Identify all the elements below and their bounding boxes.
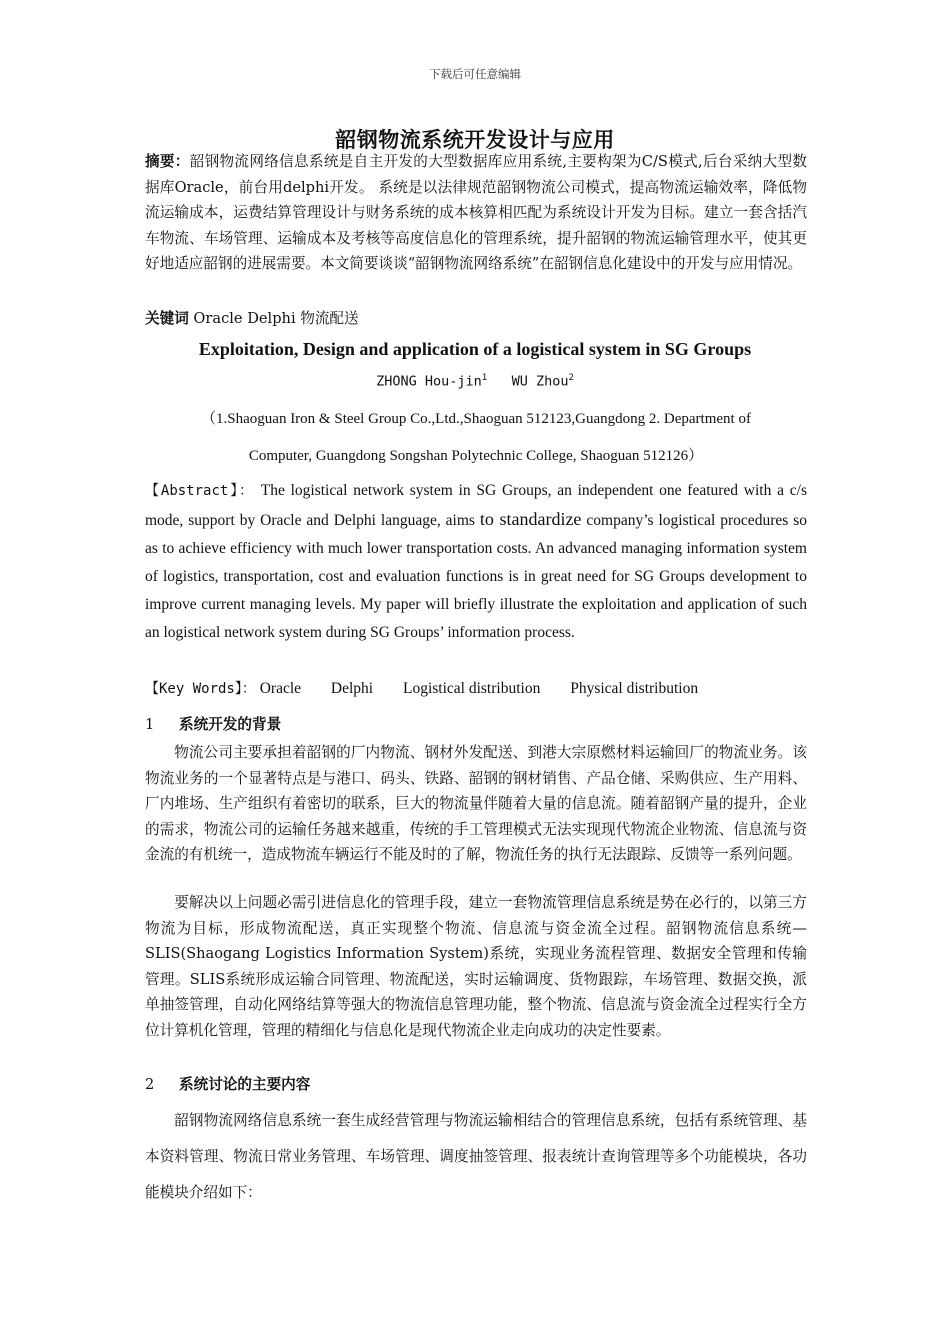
chinese-keywords bbox=[145, 307, 359, 328]
english-keywords-label: 【Key Words】： bbox=[145, 681, 256, 697]
section-title: 系统开发的背景 bbox=[179, 716, 282, 733]
header-note: 下载后可任意编辑 bbox=[429, 67, 521, 81]
chinese-keywords-label: 关键词 bbox=[145, 310, 189, 327]
affiliation-line-2: Computer, Guangdong Songshan Polytechnic College, Shaoguan 512126） bbox=[248, 448, 704, 464]
english-keyword: Oracle bbox=[259, 680, 302, 697]
english-keyword: Logistical distribution bbox=[402, 680, 541, 697]
english-abstract-emphasis: to standardize bbox=[479, 509, 582, 529]
section-heading bbox=[145, 1073, 310, 1094]
author-2-affil-mark: 2 bbox=[568, 373, 574, 383]
english-abstract-label: 【Abstract】： bbox=[145, 483, 255, 499]
section-title: 系统讨论的主要内容 bbox=[179, 1076, 311, 1093]
english-title: Exploitation, Design and application of a logistical system in SG Groups bbox=[198, 339, 752, 359]
chinese-abstract-text: 韶钢物流网络信息系统是自主开发的大型数据库应用系统,主要构架为C/S模式,后台采纳大型数据库Oracle，前台用delphi开发。 系统是以法律规范韶钢物流公司模式，提高物流运输效率，降低物流运输成本，运费结算管理设计与财务系统的成本核算相匹配为系统设计开发为目标。建立一套含括汽车物流、车场管理、运输成本及考核等高度信息化的管理系统，提升韶钢的物流运输管理水平，使其更好地适应韶钢的进展需要。本文简要谈谈“韶钢物流网络系统”在韶钢信息化建设中的开发与应用情况。 bbox=[145, 153, 807, 272]
english-abstract-text-b: company’s logistical procedures so as to achieve efficiency with much lower transportation costs. An advanced managing information system of logistics, transportation, cost and evaluation functions is in great need for SG Groups development to improve current managing levels. My paper will briefly illustrate the exploitation and application of such an logistical network system during SG Groups’ information process. bbox=[145, 512, 807, 641]
affiliation-line-1: （1.Shaoguan Iron & Steel Group Co.,Ltd.,Shaoguan 512123,Guangdong 2. Department of bbox=[201, 411, 751, 427]
body-paragraph: 要解决以上问题必需引进信息化的管理手段，建立一套物流管理信息系统是势在必行的，以第三方物流为目标，形成物流配送，真正实现整个物流、信息流与资金流全过程。韶钢物流信息系统—SLIS(Shaogang Logistics Information System)系统，实现业务流程管理、数据安全管理和传输管理。SLIS系统形成运输合同管理、物流配送，实时运输调度、货物跟踪，车场管理、数据交换，派单抽签管理，自动化网络结算等强大的物流信息管理功能，整个物流、信息流与资金流全过程实行全方位计算机化管理，管理的精细化与信息化是现代物流企业走向成功的决定性要素。 bbox=[145, 894, 807, 1039]
author-1: ZHONG Hou-jin bbox=[376, 373, 482, 390]
english-abstract-text-a: The logistical network system in SG Groups, an independent one featured with a c/s mode, support by Oracle and Delphi language, aims bbox=[145, 482, 807, 529]
body-paragraph: 物流公司主要承担着韶钢的厂内物流、钢材外发配送、到港大宗原燃材料运输回厂的物流业务。该物流业务的一个显著特点是与港口、码头、铁路、韶钢的钢材销售、产品仓储、采购供应、生产用料、厂内堆场、生产组织有着密切的联系，巨大的物流量伴随着大量的信息流。随着韶钢产量的提升，企业的需求，物流公司的运输任务越来越重，传统的手工管理模式无法实现现代物流企业物流、信息流与资金流的有机统一，造成物流车辆运行不能及时的了解，物流任务的执行无法跟踪、反馈等一系列问题。 bbox=[145, 744, 807, 863]
english-keyword: Physical distribution bbox=[570, 680, 699, 697]
chinese-keywords-text: Oracle Delphi 物流配送 bbox=[188, 310, 359, 327]
body-paragraph: 韶钢物流网络信息系统一套生成经营管理与物流运输相结合的管理信息系统，包括有系统管理、基本资料管理、物流日常业务管理、车场管理、调度抽签管理、报表统计查询管理等多个功能模块，各功能模块介绍如下： bbox=[145, 1112, 807, 1201]
chinese-abstract-label: 摘要： bbox=[145, 153, 190, 170]
paper-title: 韶钢物流系统开发设计与应用 bbox=[335, 127, 615, 152]
author-line bbox=[0, 373, 950, 390]
section-heading bbox=[145, 713, 281, 734]
english-keywords bbox=[145, 678, 724, 698]
english-keyword: Delphi bbox=[330, 680, 374, 697]
author-2: WU Zhou bbox=[511, 373, 569, 390]
section-number: 1 bbox=[145, 716, 155, 733]
author-1-affil-mark: 1 bbox=[481, 373, 488, 383]
english-abstract bbox=[145, 477, 807, 647]
chinese-abstract bbox=[145, 149, 807, 277]
section-number: 2 bbox=[145, 1076, 155, 1093]
